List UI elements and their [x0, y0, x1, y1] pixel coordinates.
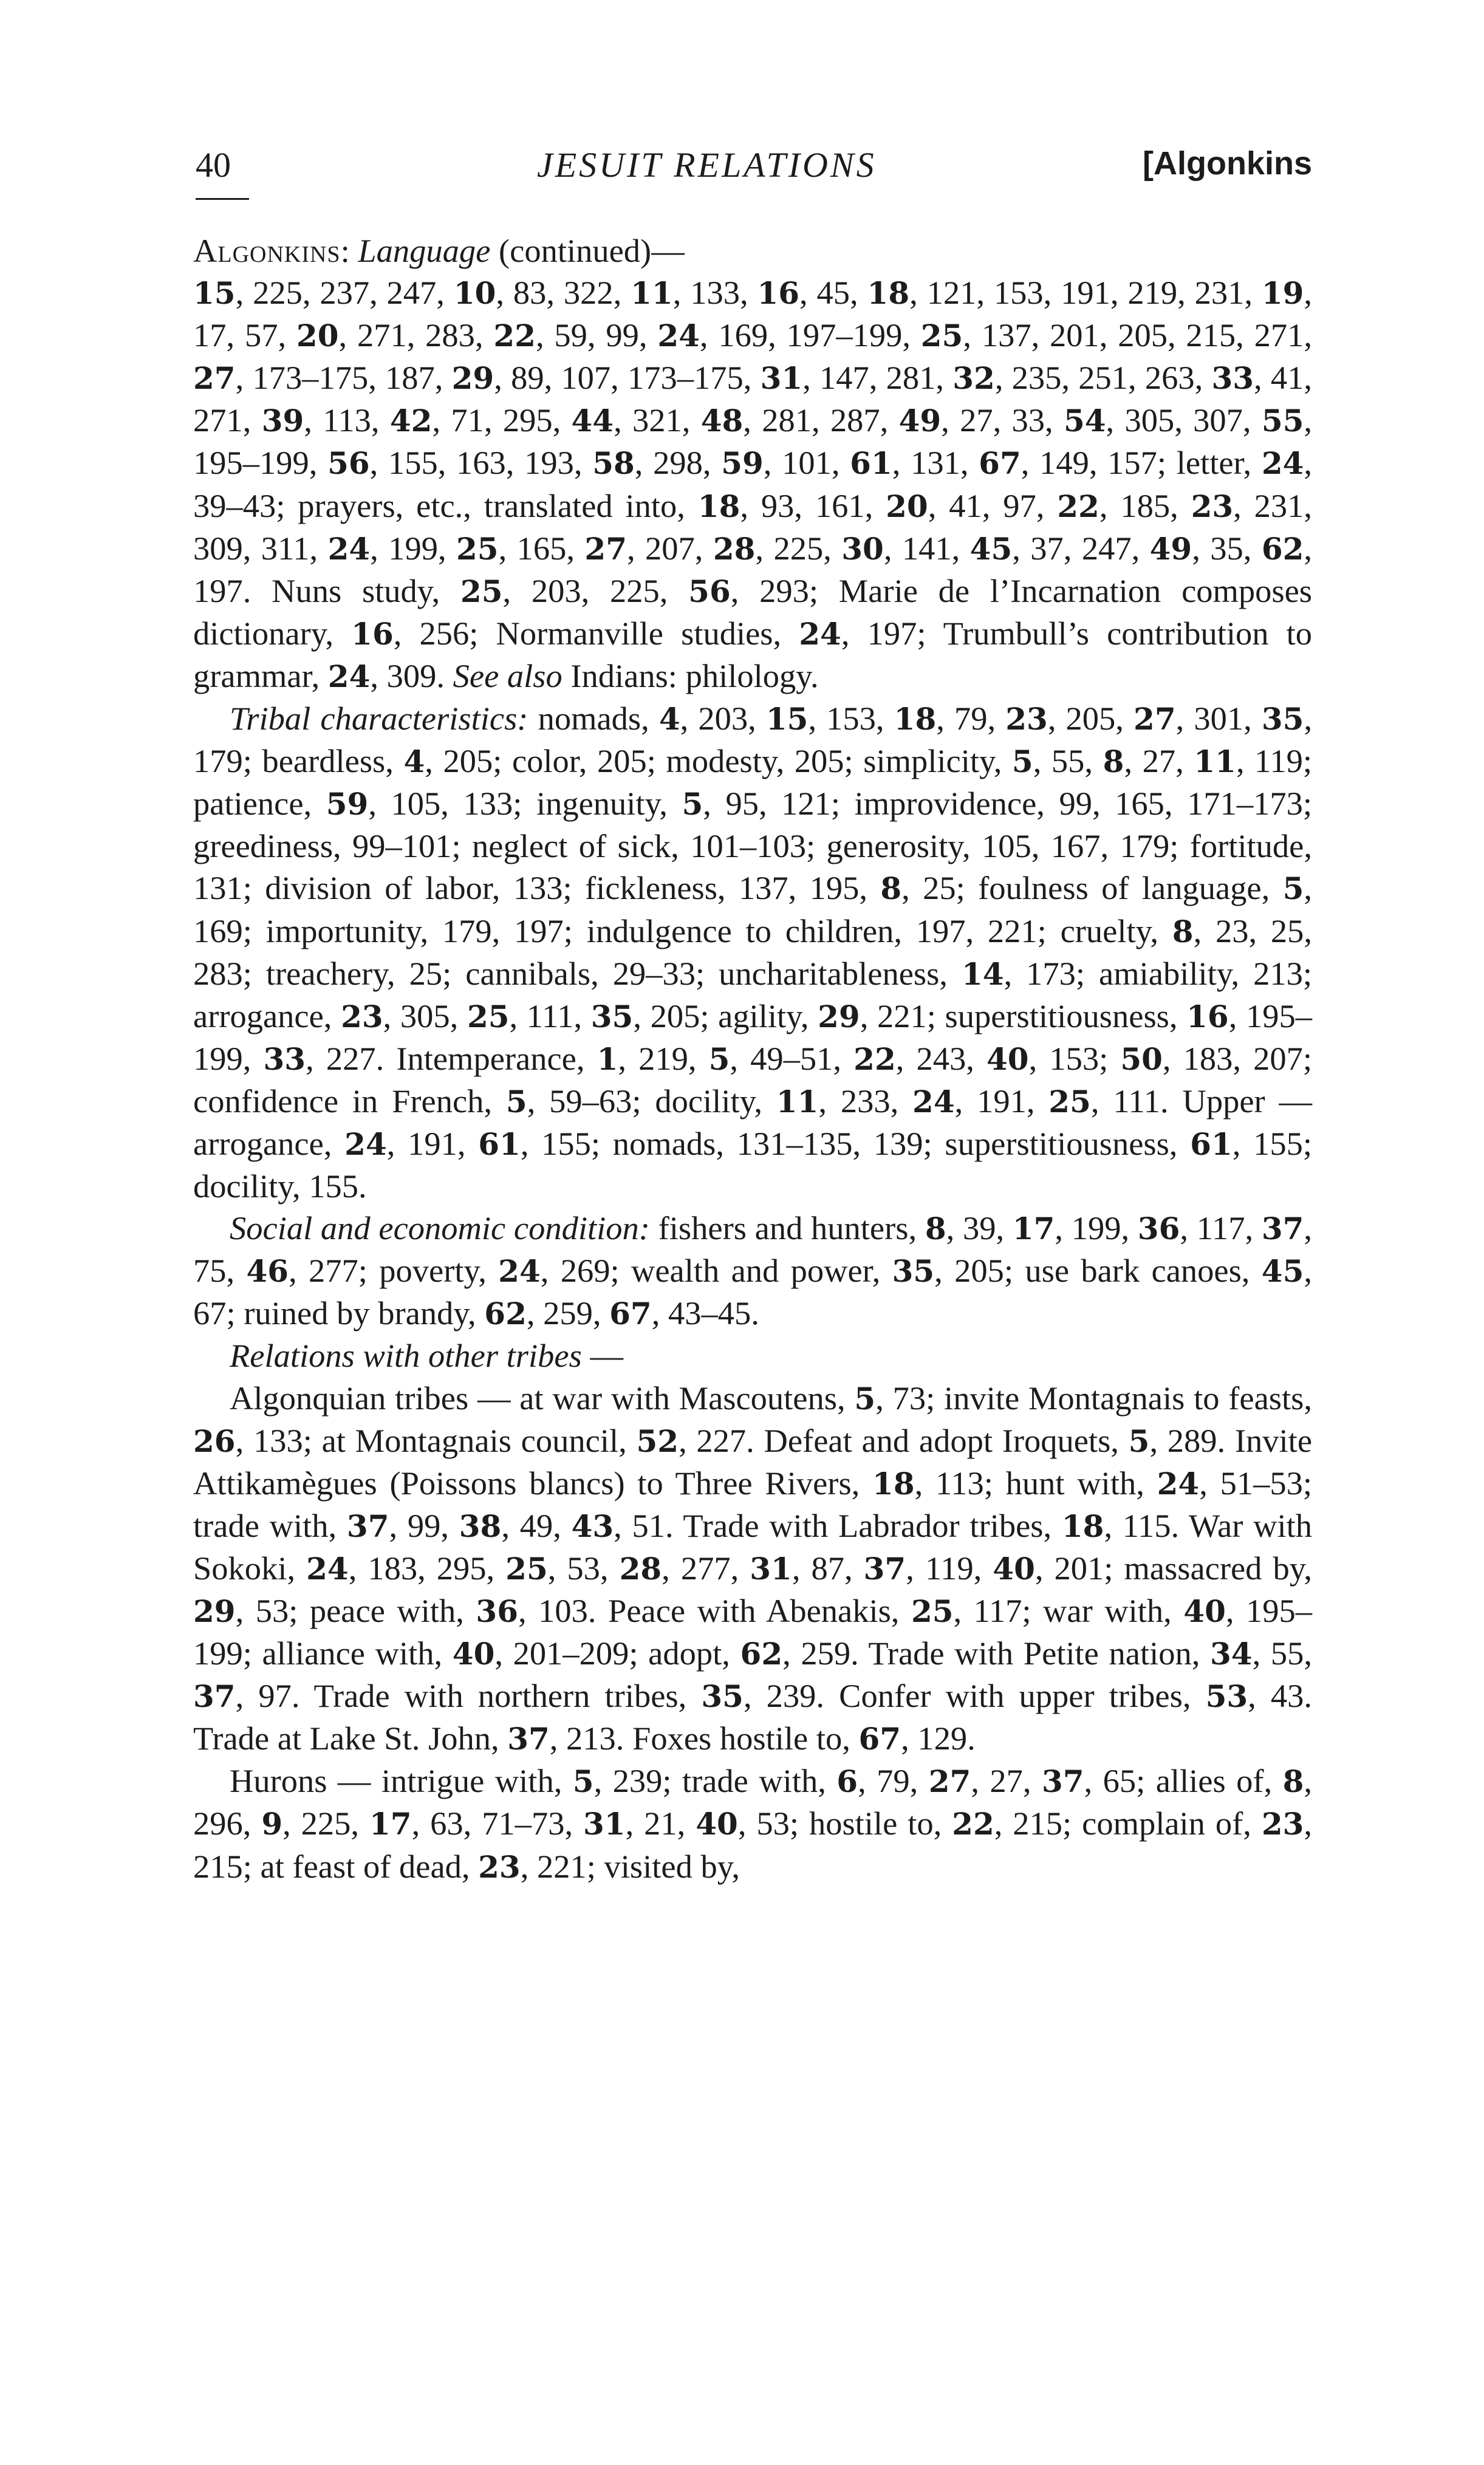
entry-text: , 105, 133; ingenuity, — [368, 785, 682, 822]
volume-number: 22 — [853, 1041, 896, 1077]
entry-text: , 195–199, — [193, 402, 1313, 482]
volume-number: 45 — [1261, 1253, 1304, 1290]
volume-number: 5 — [854, 1380, 876, 1417]
volume-number: 18 — [894, 701, 937, 737]
running-title: JESUIT RELATIONS — [537, 145, 877, 185]
entry-text: , 51–53; trade with, — [193, 1464, 1312, 1544]
entry-text: , 169, 197–199, — [699, 316, 921, 354]
volume-number: 15 — [765, 701, 809, 737]
volume-number: 61 — [478, 1126, 521, 1162]
volume-number: 5 — [708, 1041, 730, 1077]
volume-number: 28 — [713, 530, 756, 567]
volume-number: 43 — [571, 1508, 614, 1544]
volume-number: 5 — [682, 786, 703, 822]
volume-number: 37 — [1261, 1211, 1304, 1247]
entry-text: , 231, 309, 311, — [193, 487, 1313, 567]
volume-number: 24 — [327, 658, 371, 694]
entry-text: , 197; Trumbull’s contribution to grammar, — [193, 614, 1312, 694]
volume-number: 6 — [836, 1763, 858, 1800]
entry-text: , 155, 163, 193, — [369, 444, 593, 482]
entry-text: , 155; docility, 155. — [193, 1124, 1313, 1205]
entry-text: , 39, — [946, 1209, 1013, 1247]
entry-text: , 93, 161, — [740, 487, 886, 524]
entry-text: , 89, 107, 173–175, — [494, 359, 761, 397]
volume-number: 28 — [619, 1550, 662, 1587]
volume-number: 11 — [631, 275, 673, 312]
volume-number: 37 — [1041, 1763, 1084, 1800]
volume-number: 26 — [193, 1423, 236, 1459]
volume-number: 17 — [1012, 1211, 1055, 1247]
entry-text: , 153; — [1028, 1039, 1121, 1077]
volume-number: 18 — [872, 1465, 915, 1502]
entry-text: , 41, 97, — [928, 487, 1058, 524]
entry-text: , 195–199; alliance with, — [193, 1592, 1313, 1672]
volume-number: 11 — [1194, 744, 1236, 780]
volume-number: 8 — [1172, 913, 1194, 949]
volume-number: 16 — [1186, 998, 1229, 1034]
entry-text: , 185, — [1099, 487, 1191, 524]
entry-text: , 39–43; prayers, etc., translated into, — [193, 444, 1313, 524]
volume-number: 40 — [1183, 1593, 1226, 1629]
volume-number: 8 — [1282, 1763, 1304, 1800]
volume-number: 4 — [658, 701, 680, 737]
entry-text: , 321, — [614, 402, 701, 439]
entry-text: , 305, — [383, 997, 467, 1034]
volume-number: 18 — [867, 275, 910, 312]
volume-number: 31 — [760, 360, 803, 397]
entry-text: , 95, 121; improvidence, 99, 165, 171–173; greediness, 99–101; neglect of sick, 101–103; generosity, 105, 167, 179; fortitude, 131; division of labor, 133; fickleness, 137, 195, — [193, 785, 1313, 907]
running-header — [196, 145, 1312, 199]
volume-number: 39 — [261, 403, 304, 439]
entry-text: , 277, — [662, 1549, 750, 1587]
volume-number: 56 — [688, 573, 731, 609]
entry-text: , 153, — [808, 700, 894, 737]
volume-number: 25 — [456, 530, 499, 567]
entry-text: , 197. Nuns study, — [193, 529, 1313, 609]
volume-number: 5 — [1011, 744, 1033, 780]
volume-number: 5 — [505, 1083, 527, 1120]
entry-text: , 71, 295, — [432, 402, 572, 439]
entry-text: , 191, — [954, 1082, 1049, 1120]
volume-number: 31 — [583, 1806, 626, 1842]
entry-text: , 27, — [971, 1762, 1042, 1800]
entry-text: , 27, 33, — [941, 402, 1064, 439]
index-entry-tribal-characteristics — [193, 697, 1312, 1207]
entry-text: , 207, — [627, 529, 713, 567]
subheading-text: See also — [453, 657, 562, 694]
volume-number: 27 — [193, 360, 236, 397]
entry-text: , 199, — [370, 529, 456, 567]
entry-text: , 301, — [1175, 700, 1262, 737]
volume-number: 24 — [799, 615, 841, 652]
entry-text: , 277; poverty, — [289, 1252, 499, 1290]
entry-text: — — [581, 1337, 623, 1375]
entry-text: fishers and hunters, — [649, 1209, 925, 1247]
volume-number: 18 — [697, 488, 740, 524]
volume-number: 23 — [1261, 1806, 1304, 1842]
index-body — [193, 230, 1312, 1888]
entry-text: , 55, — [1033, 742, 1103, 780]
index-entry-social-economic — [193, 1207, 1312, 1335]
entry-text: , 133; at Montagnais council, — [235, 1421, 637, 1459]
volume-number: 33 — [263, 1041, 306, 1077]
entry-text: , 165, — [498, 529, 585, 567]
entry-text: , 41, 271, — [193, 359, 1312, 439]
volume-number: 37 — [193, 1678, 236, 1715]
volume-number: 19 — [1261, 275, 1304, 312]
volume-number: 67 — [858, 1721, 901, 1757]
volume-number: 37 — [346, 1508, 389, 1544]
volume-number: 27 — [1134, 701, 1176, 737]
entry-text: , 243, — [895, 1039, 986, 1077]
entry-text: , 269; wealth and power, — [540, 1252, 892, 1290]
index-entry-hurons — [193, 1760, 1312, 1887]
volume-number: 67 — [979, 445, 1021, 482]
entry-text: , 205; color, 205; modesty, 205; simplicity, — [425, 742, 1012, 780]
volume-number: 48 — [700, 403, 744, 439]
entry-text: , 141, — [883, 529, 970, 567]
entry-text: (continued)— — [490, 232, 685, 269]
volume-number: 23 — [478, 1848, 521, 1885]
entry-text: , 113, — [304, 402, 390, 439]
entry-text: , 117, — [1180, 1209, 1262, 1247]
entry-text: , 17, 57, — [193, 274, 1313, 354]
entry-text: , 239; trade with, — [593, 1762, 837, 1800]
entry-text: , 53, — [547, 1549, 620, 1587]
entry-text: , 205, — [1047, 700, 1134, 737]
volume-number: 62 — [740, 1636, 783, 1672]
volume-number: 24 — [327, 530, 371, 567]
entry-text: , 27, — [1124, 742, 1194, 780]
volume-number: 25 — [505, 1550, 548, 1587]
entry-text: , 227. Defeat and adopt Iroquets, — [679, 1421, 1129, 1459]
entry-text: , 298, — [634, 444, 722, 482]
volume-number: 24 — [306, 1550, 349, 1587]
entry-text: , 25; foulness of language, — [901, 869, 1283, 907]
volume-number: 35 — [590, 998, 634, 1034]
page-number: 40 — [196, 145, 231, 185]
volume-number: 25 — [460, 573, 503, 609]
volume-number: 30 — [841, 530, 884, 567]
entry-text: , 51. Trade with Labrador tribes, — [614, 1506, 1062, 1544]
entry-text: , 235, 251, 263, — [994, 359, 1212, 397]
entry-text: , 305, 307, — [1106, 402, 1262, 439]
entry-text: , 271, 283, — [338, 316, 494, 354]
entry-text: , 37, 247, — [1012, 529, 1150, 567]
volume-number: 1 — [597, 1041, 618, 1077]
entry-text: , 225, — [282, 1805, 369, 1842]
volume-number: 44 — [571, 403, 614, 439]
volume-number: 45 — [969, 530, 1013, 567]
entry-text: , 259, — [526, 1294, 610, 1332]
entry-text: , 147, 281, — [802, 359, 953, 397]
entry-text: , 59–63; docility, — [527, 1082, 776, 1120]
page-number-rule — [196, 198, 249, 200]
entry-text: , 227. Intemperance, — [306, 1039, 597, 1077]
volume-number: 46 — [246, 1253, 289, 1290]
volume-number: 29 — [818, 998, 860, 1034]
entry-text: Algonquian tribes — at war with Mascoutens, — [230, 1379, 855, 1417]
entry-text: , 281, 287, — [743, 402, 899, 439]
volume-number: 29 — [193, 1593, 236, 1629]
entry-text: , 233, — [818, 1082, 913, 1120]
entry-text: , 201–209; adopt, — [494, 1635, 740, 1672]
volume-number: 50 — [1120, 1041, 1163, 1077]
entry-text: , 63, 71–73, — [411, 1805, 583, 1842]
volume-number: 38 — [459, 1508, 502, 1544]
entry-text: , 83, 322, — [496, 274, 631, 312]
volume-number: 5 — [1128, 1423, 1150, 1459]
entry-text: , 119; patience, — [193, 742, 1313, 822]
volume-number: 52 — [636, 1423, 679, 1459]
volume-number: 61 — [850, 445, 892, 482]
volume-number: 17 — [369, 1806, 412, 1842]
volume-number: 22 — [493, 318, 536, 354]
entry-text: , 173–175, 187, — [235, 359, 452, 397]
volume-number: 24 — [344, 1126, 387, 1162]
volume-number: 67 — [609, 1296, 652, 1332]
volume-number: 40 — [986, 1041, 1029, 1077]
entry-text: , 99, — [389, 1506, 459, 1544]
volume-number: 56 — [327, 445, 370, 482]
entry-text: , 101, — [763, 444, 850, 482]
entry-text: , 121, 153, 191, 219, 231, — [909, 274, 1262, 312]
entry-text: , 205; agility, — [633, 997, 818, 1034]
volume-number: 25 — [1048, 1083, 1091, 1120]
entry-text: , 75, — [193, 1209, 1313, 1290]
entry-text: , 79, — [936, 700, 1006, 737]
entry-text: , 191, — [386, 1124, 479, 1162]
volume-number: 16 — [757, 275, 800, 312]
subheading-text: Relations with other tribes — [230, 1337, 582, 1375]
entry-heading: Algonkins — [193, 232, 341, 269]
volume-number: 37 — [507, 1721, 550, 1757]
volume-number: 10 — [453, 275, 496, 312]
volume-number: 9 — [261, 1806, 283, 1842]
entry-text: , 55, — [1252, 1635, 1313, 1672]
entry-text: , 79, — [858, 1762, 929, 1800]
entry-text: , 21, — [625, 1805, 696, 1842]
volume-number: 20 — [296, 318, 339, 354]
entry-text: , 296, — [193, 1762, 1313, 1842]
volume-number: 40 — [993, 1550, 1035, 1587]
subheading-text: Language — [358, 232, 491, 269]
entry-text: , 256; Normanville studies, — [393, 614, 799, 652]
volume-number: 23 — [341, 998, 383, 1034]
volume-number: 24 — [1157, 1465, 1200, 1502]
entry-text: , 221; visited by, — [520, 1847, 740, 1885]
entry-text: , 225, 237, 247, — [235, 274, 454, 312]
section-label: [Algonkins — [1143, 145, 1312, 182]
volume-number: 15 — [193, 275, 236, 312]
entry-text: , 215; complain of, — [994, 1805, 1262, 1842]
entry-text: , 213. Foxes hostile to, — [549, 1720, 859, 1757]
subheading-text: Tribal characteristics: — [230, 700, 528, 737]
entry-text: , 87, — [792, 1549, 864, 1587]
entry-text: Indians: philology. — [562, 657, 819, 694]
volume-number: 18 — [1061, 1508, 1104, 1544]
index-entry-language-cont — [193, 230, 1312, 697]
volume-number: 23 — [1191, 488, 1234, 524]
volume-number: 22 — [1057, 488, 1099, 524]
entry-text: , 131, — [892, 444, 979, 482]
volume-number: 8 — [1103, 744, 1124, 780]
volume-number: 54 — [1063, 403, 1106, 439]
entry-text: , 289. Invite Attikamègues (Poissons blancs) to Three Rivers, — [193, 1421, 1313, 1502]
entry-text: , 35, — [1192, 529, 1262, 567]
entry-text: , 221; superstitiousness, — [860, 997, 1187, 1034]
index-entry-algonquian-tribes — [193, 1377, 1312, 1760]
entry-text: , 155; nomads, 131–135, 139; superstitiousness, — [520, 1124, 1191, 1162]
entry-text: , 23, 25, 283; treachery, 25; cannibals, 29–33; uncharitableness, — [193, 912, 1312, 992]
volume-number: 24 — [498, 1253, 541, 1290]
entry-text: , 137, 201, 205, 215, 271, — [963, 316, 1312, 354]
entry-text: , 59, 99, — [535, 316, 658, 354]
entry-text: , 53; peace with, — [235, 1592, 476, 1629]
entry-text: , 309. — [370, 657, 453, 694]
entry-text: , 119, — [906, 1549, 993, 1587]
volume-number: 36 — [1137, 1211, 1180, 1247]
volume-number: 27 — [584, 530, 627, 567]
volume-number: 8 — [925, 1211, 946, 1247]
entry-text: , 183, 295, — [348, 1549, 506, 1587]
volume-number: 40 — [696, 1806, 738, 1842]
volume-number: 49 — [898, 403, 942, 439]
volume-number: 29 — [451, 360, 494, 397]
entry-text: , 195–199, — [193, 997, 1312, 1077]
volume-number: 22 — [952, 1806, 994, 1842]
entry-text: , 111. Upper — arrogance, — [193, 1082, 1313, 1162]
volume-number: 35 — [1261, 701, 1304, 737]
entry-text: , 67; ruined by brandy, — [193, 1252, 1312, 1332]
entry-text: , 129. — [901, 1720, 976, 1757]
volume-number: 4 — [403, 744, 425, 780]
volume-number: 40 — [452, 1636, 495, 1672]
entry-text: , 179; beardless, — [193, 700, 1313, 780]
entry-text: , 113; hunt with, — [914, 1464, 1157, 1502]
subheading-text: Social and economic condition: — [230, 1209, 650, 1247]
entry-text: , 117; war with, — [953, 1592, 1184, 1629]
volume-number: 25 — [467, 998, 510, 1034]
entry-text: , 49–51, — [730, 1039, 854, 1077]
entry-text: : — [340, 232, 358, 269]
entry-text: , 215; at feast of dead, — [193, 1805, 1313, 1885]
volume-number: 20 — [886, 488, 928, 524]
volume-number: 14 — [961, 956, 1004, 992]
entry-text: , 73; invite Montagnais to feasts, — [875, 1379, 1312, 1417]
volume-number: 34 — [1210, 1636, 1253, 1672]
volume-number: 23 — [1005, 701, 1048, 737]
entry-text: , 43–45. — [651, 1294, 759, 1332]
volume-number: 24 — [657, 318, 700, 354]
volume-number: 11 — [776, 1083, 819, 1120]
entry-text: , 203, — [680, 700, 766, 737]
volume-number: 27 — [928, 1763, 971, 1800]
volume-number: 16 — [351, 615, 394, 652]
volume-number: 31 — [750, 1550, 792, 1587]
entry-text: nomads, — [528, 700, 659, 737]
entry-text: , 199, — [1055, 1209, 1138, 1247]
entry-text: , 173; amiability, 213; arrogance, — [193, 954, 1312, 1034]
entry-text: , 53; hostile to, — [737, 1805, 952, 1842]
entry-text: , 183, 207; confidence in French, — [193, 1039, 1313, 1120]
volume-number: 25 — [920, 318, 963, 354]
volume-number: 59 — [326, 786, 369, 822]
volume-number: 24 — [1261, 445, 1304, 482]
volume-number: 25 — [911, 1593, 954, 1629]
entry-text: , 49, — [501, 1506, 572, 1544]
volume-number: 55 — [1261, 403, 1304, 439]
entry-text: , 205; use bark canoes, — [934, 1252, 1262, 1290]
entry-text: , 219, — [618, 1039, 709, 1077]
volume-number: 32 — [952, 360, 995, 397]
volume-number: 42 — [389, 403, 433, 439]
entry-text: , 239. Confer with upper tribes, — [743, 1677, 1206, 1715]
volume-number: 37 — [863, 1550, 906, 1587]
entry-text: , 97. Trade with northern tribes, — [235, 1677, 702, 1715]
entry-text: , 45, — [799, 274, 867, 312]
volume-number: 62 — [1261, 530, 1304, 567]
entry-text: , 133, — [672, 274, 757, 312]
entry-text: , 225, — [755, 529, 842, 567]
entry-text: , 149, 157; letter, — [1021, 444, 1262, 482]
entry-text: , 115. War with Sokoki, — [193, 1506, 1312, 1587]
entry-text: Hurons — intrigue with, — [230, 1762, 573, 1800]
entry-text: , 203, 225, — [502, 572, 689, 609]
volume-number: 36 — [476, 1593, 518, 1629]
volume-number: 8 — [880, 870, 902, 907]
volume-number: 49 — [1149, 530, 1192, 567]
index-entry-relations-heading — [193, 1335, 1312, 1376]
volume-number: 35 — [701, 1678, 744, 1715]
entry-text: , 103. Peace with Abenakis, — [518, 1592, 911, 1629]
volume-number: 33 — [1211, 360, 1254, 397]
volume-number: 35 — [892, 1253, 935, 1290]
entry-text: , 201; massacred by, — [1034, 1549, 1313, 1587]
volume-number: 58 — [592, 445, 635, 482]
volume-number: 59 — [721, 445, 764, 482]
entry-text: , 43. Trade at Lake St. John, — [193, 1677, 1313, 1757]
entry-text: , 293; Marie de l’Incarnation composes dictionary, — [193, 572, 1313, 652]
entry-text: , 259. Trade with Petite nation, — [782, 1635, 1211, 1672]
volume-number: 61 — [1190, 1126, 1233, 1162]
entry-text: , 65; allies of, — [1084, 1762, 1283, 1800]
entry-text: , 111, — [509, 997, 591, 1034]
volume-number: 24 — [912, 1083, 955, 1120]
entry-text: , 169; importunity, 179, 197; indulgence to children, 197, 221; cruelty, — [193, 869, 1312, 949]
volume-number: 53 — [1205, 1678, 1248, 1715]
volume-number: 5 — [1282, 870, 1304, 907]
volume-number: 5 — [572, 1763, 594, 1800]
volume-number: 62 — [484, 1296, 527, 1332]
